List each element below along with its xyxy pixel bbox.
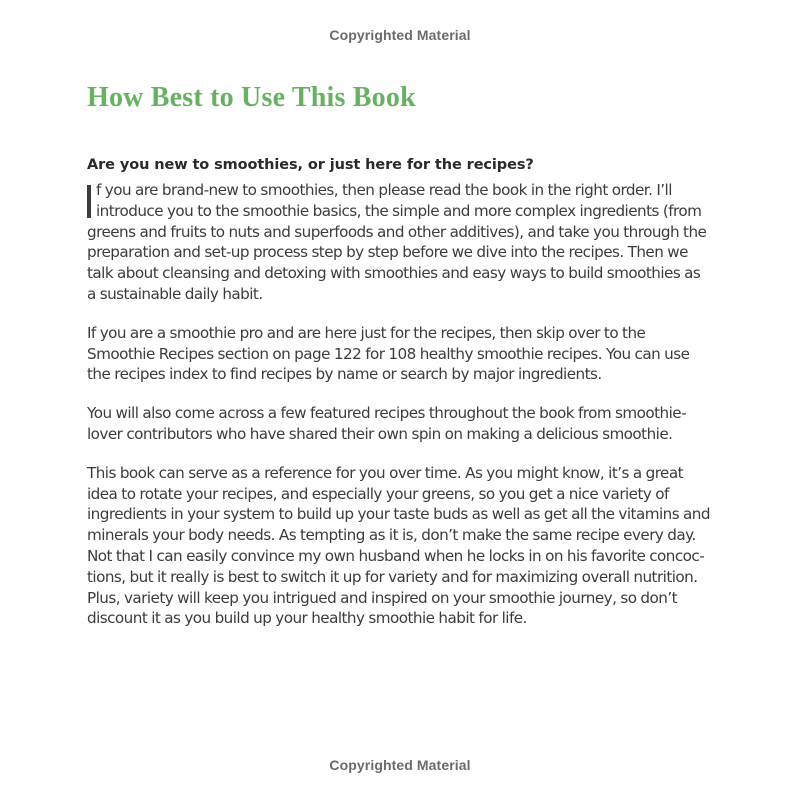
paragraph-line: This book can serve as a reference for you over time. As you might know, it’s a great <box>87 463 684 482</box>
paragraph-line: f you are brand-new to smoothies, then please read the book in the right order. I’ll <box>96 181 672 199</box>
paragraph-featured-recipes <box>87 403 727 445</box>
paragraph-line: greens and fruits to nuts and superfoods and other additives), and take you through the <box>87 222 707 241</box>
paragraph-line: discount it as you build up your healthy smoothie habit for life. <box>87 609 527 628</box>
paragraph-line: idea to rotate your recipes, and especially your greens, so you get a nice variety of <box>87 484 669 503</box>
paragraph-line: If you are a smoothie pro and are here just for the recipes, then skip over to the <box>87 323 646 342</box>
paragraph-line: lover contributors who have shared their own spin on making a delicious smoothie. <box>87 424 673 443</box>
paragraph-line: minerals your body needs. As tempting as it is, don’t make the same recipe every day. <box>87 526 696 545</box>
section-subheading: Are you new to smoothies, or just here for the recipes? <box>87 157 534 173</box>
paragraph-line: You will also come across a few featured recipes throughout the book from smoothie- <box>87 404 687 423</box>
drop-cap-letter-i <box>87 185 91 218</box>
paragraph-line: preparation and set-up process step by step before we dive into the recipes. Then we <box>87 243 688 262</box>
paragraph-reference <box>87 463 727 629</box>
paragraph-intro <box>87 180 727 305</box>
paragraph-line: talk about cleansing and detoxing with smoothies and easy ways to build smoothies as <box>87 264 701 283</box>
paragraph-line: ingredients in your system to build up your taste buds as well as get all the vitamins and <box>87 505 710 524</box>
paragraph-line: a sustainable daily habit. <box>87 284 263 303</box>
paragraph-line: Not that I can easily convince my own husband when he locks in on his favorite concoc- <box>87 546 705 565</box>
paragraph-line: Plus, variety will keep you intrigued and inspired on your smoothie journey, so don’t <box>87 588 678 607</box>
paragraph-line: introduce you to the smoothie basics, the simple and more complex ingredients (from <box>96 201 702 220</box>
paragraph-line: the recipes index to find recipes by name or search by major ingredients. <box>87 365 602 384</box>
paragraph-recipes-pro <box>87 323 727 385</box>
page-title: How Best to Use This Book <box>87 82 416 113</box>
page-body <box>87 154 727 647</box>
copyright-watermark-top: Copyrighted Material <box>329 27 471 43</box>
paragraph-line: Smoothie Recipes section on page 122 for 108 healthy smoothie recipes. You can use <box>87 344 690 363</box>
paragraph-line: tions, but it really is best to switch it up for variety and for maximizing overall nutrition. <box>87 567 698 586</box>
copyright-watermark-bottom: Copyrighted Material <box>329 757 471 773</box>
